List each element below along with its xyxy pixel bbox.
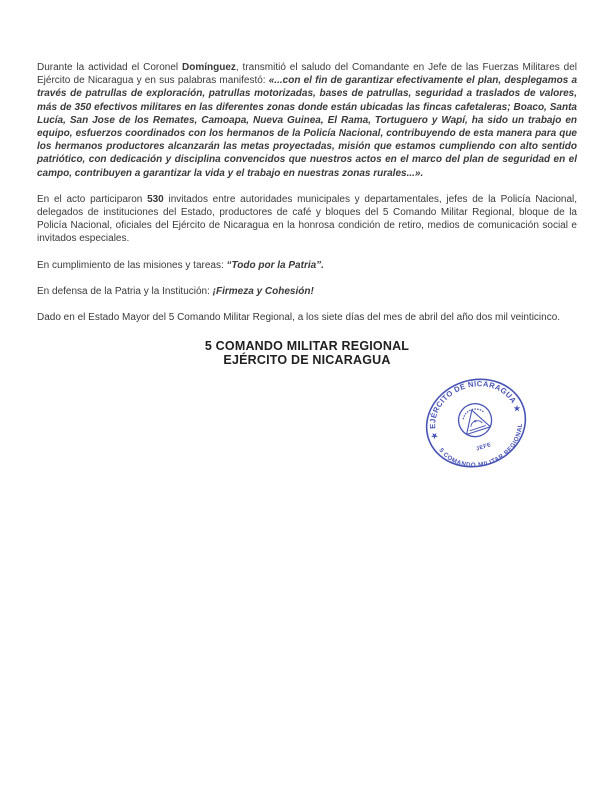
- paragraph: [37, 259, 577, 272]
- document-content: [37, 61, 577, 367]
- signature-heading: [37, 339, 577, 367]
- seal-top-arc-text: ★ EJÉRCITO DE NICARAGUA ★: [428, 379, 523, 441]
- seal-center-text: JEFE: [475, 441, 493, 453]
- seal-bottom-arc-text: 5 COMANDO MILITAR REGIONAL: [437, 423, 524, 469]
- text-run: ¡Firmeza y Cohesión!: [212, 285, 314, 297]
- text-run: Domínguez: [182, 62, 236, 73]
- text-run: 530: [147, 193, 164, 205]
- text-run: En cumplimiento de las misiones y tareas:: [37, 259, 227, 271]
- text-run: invitados entre autoridades municipales y departamentales, jefes de la Policía Nacional, delegados de instituciones del Estado, productores de café y bloques del 5 Comando Militar Regional, bloque de la Policía Nacional, oficiales del Ejército de Nicaragua en la honrosa condición de retiro, medios de comunicación social e invitados especiales.: [37, 193, 578, 245]
- paragraphs: [37, 61, 577, 324]
- text-run: Durante la actividad el Coronel: [37, 62, 182, 73]
- seal-emblem-icon: [454, 399, 496, 441]
- text-run: Dado en el Estado Mayor del 5 Comando Militar Regional, a los siete días del mes de abril del año dos mil veinticinco.: [37, 312, 561, 324]
- text-run: “Todo por la Patria”.: [226, 259, 324, 271]
- paragraph: [37, 193, 577, 246]
- heading-line-2: EJÉRCITO DE NICARAGUA: [223, 353, 391, 368]
- text-run: En defensa de la Patria y la Institución:: [37, 285, 213, 297]
- text-run: En el acto participaron: [37, 193, 148, 205]
- paragraph: [37, 61, 577, 180]
- text-run: «...con el fin de garantizar efectivamente el plan, desplegamos a través de patrullas de exploración, patrullas motorizadas, bases de patrullas, seguridad a traslados de valores, más de 350 efectivos militares en las diferentes zonas donde están ubicadas las fincas cafetaleras; Boaco, Santa Lucía, San Jose de los Remates, Camoapa, Nueva Guinea, El Rama, Tortuguero y Wapí, ha sido un trabajo en equipo, esfuerzos coordinados con los hermanos de la Policía Nacional, contribuyendo de esta manera para que los hermanos productores alcanzarán las metas proyectadas, misión que estamos cumpliendo con alto sentido patriótico, con dedicación y disciplina convencidos que nuestros actos en el marco del plan de seguridad en el campo, contribuyen a garantizar la vida y el trabajo en nuestras zonas rurales...».: [37, 75, 578, 179]
- army-seal-stamp-icon: [417, 371, 535, 475]
- paragraph: [37, 285, 577, 298]
- text-run: , transmitió el saludo del Comandante en Jefe de las Fuerzas Militares del Ejército de Nicaragua y en sus palabras manifestó:: [37, 62, 577, 87]
- heading-line-1: 5 COMANDO MILITAR REGIONAL: [204, 339, 410, 354]
- paragraph: [37, 311, 577, 324]
